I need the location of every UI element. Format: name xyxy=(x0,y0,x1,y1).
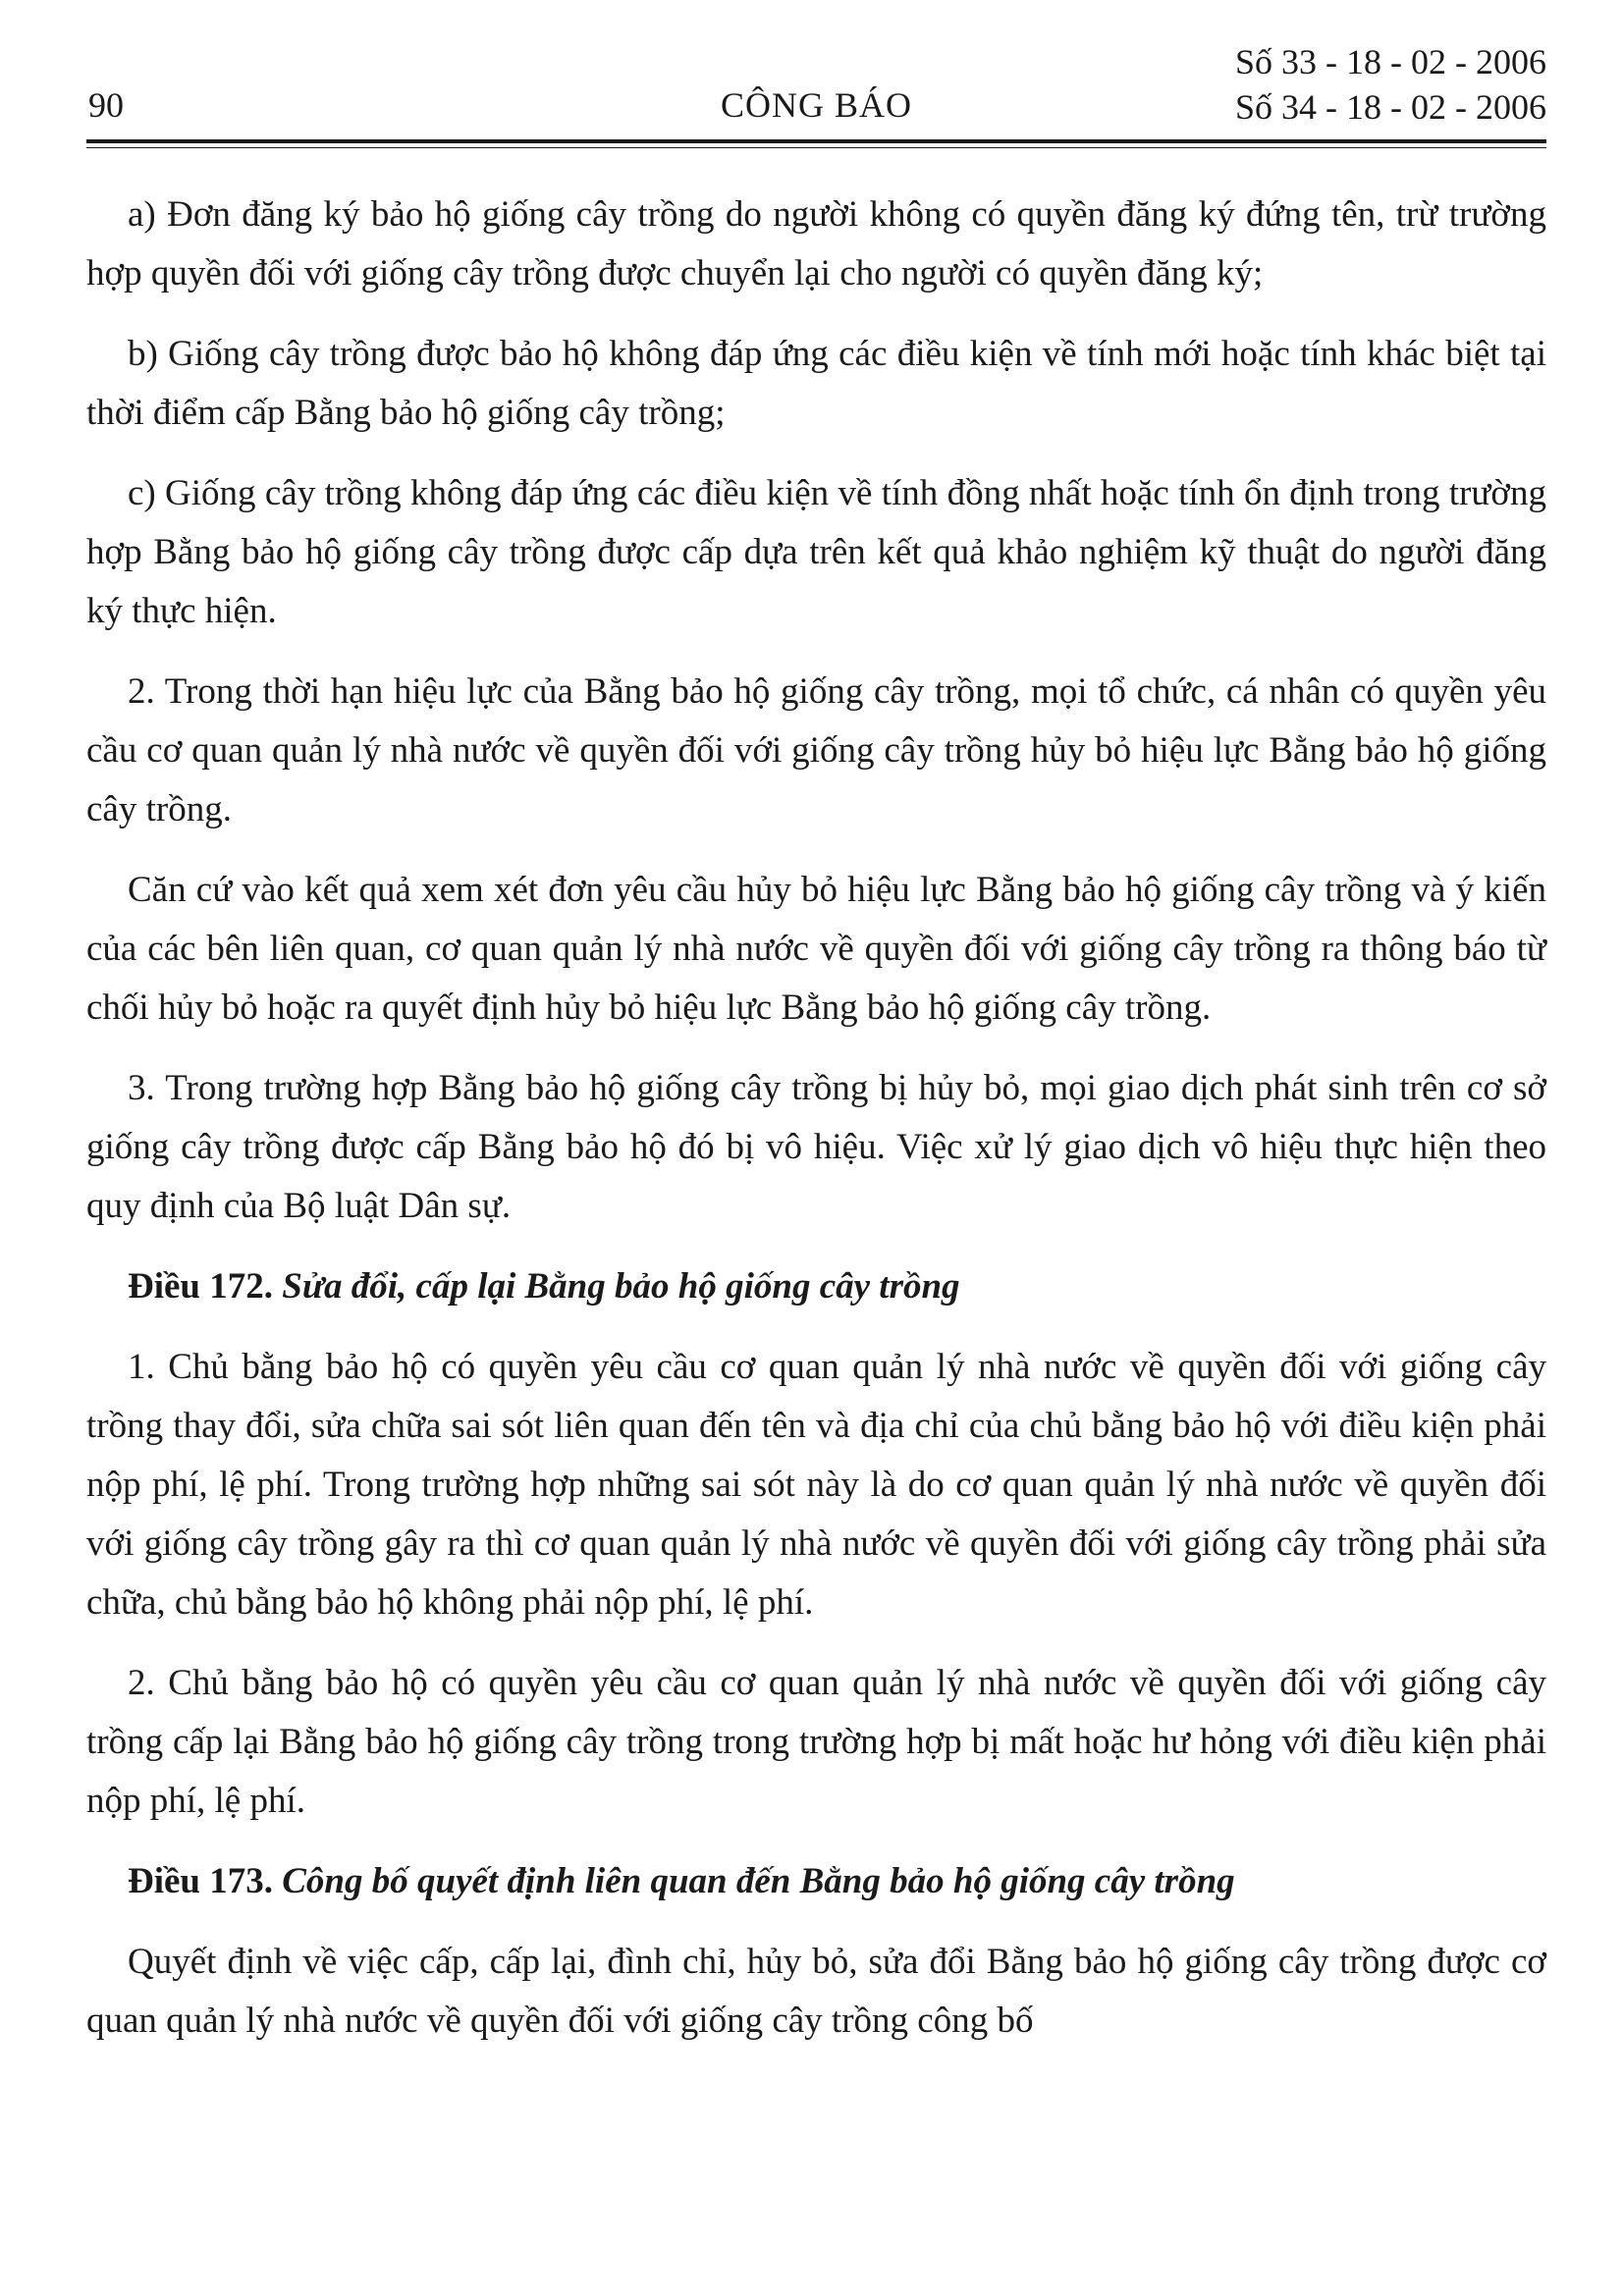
clause-paragraph: 3. Trong trường hợp Bằng bảo hộ giống cây trồng bị hủy bỏ, mọi giao dịch phát sinh trên cơ sở giống cây trồng được cấp Bằng bảo hộ đó bị vô hiệu. Việc xử lý giao dịch vô hiệu thực hiện theo quy định của Bộ luật Dân sự. xyxy=(86,1068,1546,1226)
article-173-title: Công bố quyết định liên quan đến Bằng bảo hộ giống cây trồng xyxy=(282,1861,1235,1901)
gazette-title: CÔNG BÁO xyxy=(720,85,912,125)
clause-paragraph: 1. Chủ bằng bảo hộ có quyền yêu cầu cơ quan quản lý nhà nước về quyền đối với giống cây trồng thay đổi, sửa chữa sai sót liên quan đến tên và địa chỉ của chủ bằng bảo hộ với điều kiện phải nộp phí, lệ phí. Trong trường hợp những sai sót này là do cơ quan quản lý nhà nước về quyền đối với giống cây trồng gây ra thì cơ quan quản lý nhà nước về quyền đối với giống cây trồng phải sửa chữa, chủ bằng bảo hộ không phải nộp phí, lệ phí. xyxy=(86,1347,1546,1623)
clause-paragraph: Quyết định về việc cấp, cấp lại, đình chỉ, hủy bỏ, sửa đổi Bằng bảo hộ giống cây trồng được cơ quan quản lý nhà nước về quyền đối với giống cây trồng công bố xyxy=(86,1942,1546,2041)
article-173-label: Điều 173. xyxy=(128,1861,273,1901)
clause-paragraph: Căn cứ vào kết quả xem xét đơn yêu cầu hủy bỏ hiệu lực Bằng bảo hộ giống cây trồng và ý kiến của các bên liên quan, cơ quan quản lý nhà nước về quyền đối với giống cây trồng ra thông báo từ chối hủy bỏ hoặc ra quyết định hủy bỏ hiệu lực Bằng bảo hộ giống cây trồng. xyxy=(86,870,1546,1028)
issue-numbers xyxy=(1235,39,1546,130)
clause-paragraph: c) Giống cây trồng không đáp ứng các điều kiện về tính đồng nhất hoặc tính ổn định trong trường hợp Bằng bảo hộ giống cây trồng được cấp dựa trên kết quả khảo nghiệm kỹ thuật do người đăng ký thực hiện. xyxy=(86,473,1546,631)
article-172-title: Sửa đổi, cấp lại Bằng bảo hộ giống cây trồng xyxy=(282,1266,960,1307)
clause-paragraph: 2. Trong thời hạn hiệu lực của Bằng bảo hộ giống cây trồng, mọi tổ chức, cá nhân có quyền yêu cầu cơ quan quản lý nhà nước về quyền đối với giống cây trồng hủy bỏ hiệu lực Bằng bảo hộ giống cây trồng. xyxy=(86,671,1546,829)
article-173-heading xyxy=(86,1852,1546,1911)
issue-number-line: Số 33 - 18 - 02 - 2006 xyxy=(1235,42,1546,81)
header-rule-thin xyxy=(86,147,1546,148)
clause-paragraph: 2. Chủ bằng bảo hộ có quyền yêu cầu cơ quan quản lý nhà nước về quyền đối với giống cây trồng cấp lại Bằng bảo hộ giống cây trồng trong trường hợp bị mất hoặc hư hỏng với điều kiện phải nộp phí, lệ phí. xyxy=(86,1663,1546,1821)
issue-number-line: Số 34 - 18 - 02 - 2006 xyxy=(1235,87,1546,127)
page-header xyxy=(86,39,1546,135)
clause-paragraph: b) Giống cây trồng được bảo hộ không đáp ứng các điều kiện về tính mới hoặc tính khác biệt tại thời điểm cấp Bằng bảo hộ giống cây trồng; xyxy=(86,334,1546,433)
clause-paragraph: a) Đơn đăng ký bảo hộ giống cây trồng do người không có quyền đăng ký đứng tên, trừ trường hợp quyền đối với giống cây trồng được chuyển lại cho người có quyền đăng ký; xyxy=(86,194,1546,294)
header-rule-thick xyxy=(86,139,1546,143)
page-body xyxy=(86,186,1546,2051)
article-172-heading xyxy=(86,1257,1546,1316)
page-number: 90 xyxy=(88,85,124,125)
article-172-label: Điều 172. xyxy=(128,1266,273,1307)
